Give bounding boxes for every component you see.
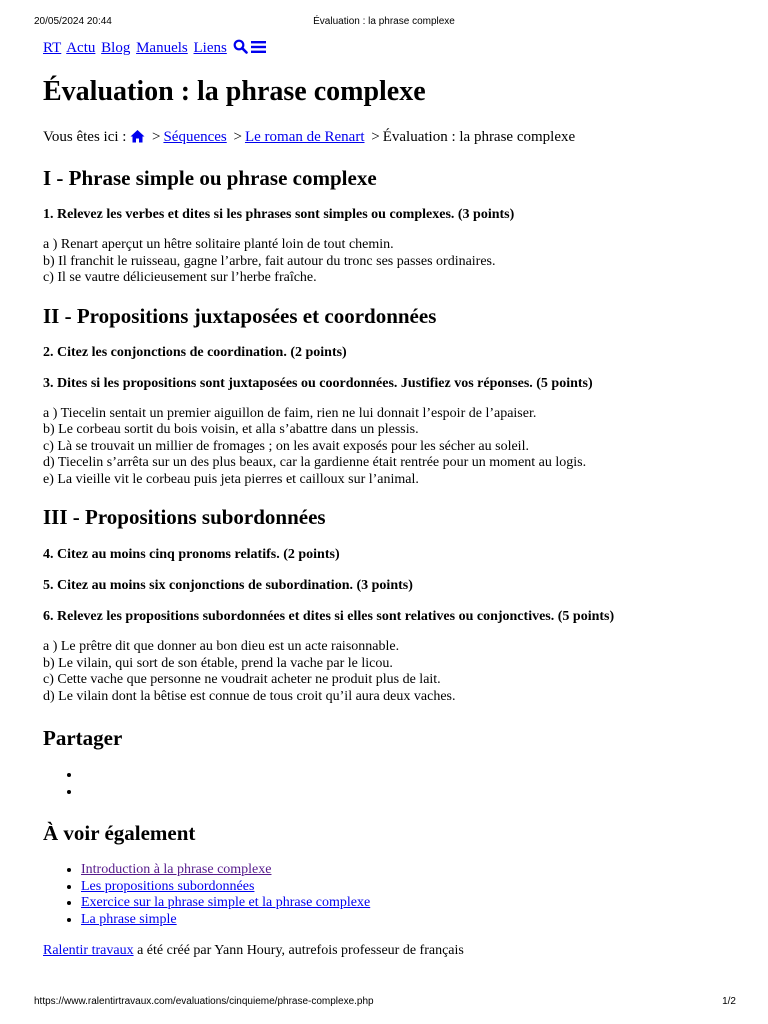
top-nav (43, 38, 733, 58)
sentence: a ) Le prêtre dit que donner au bon dieu est un acte raisonnable. (43, 639, 400, 654)
question-3: 3. Dites si les propositions sont juxtaposées ou coordonnées. Justifiez vos réponses. (5 points) (43, 375, 593, 391)
sentence: b) Le corbeau sortit du bois voisin, et alla s’abattre dans un plessis. (43, 422, 419, 437)
see-also-link-intro[interactable]: Introduction à la phrase complexe (81, 862, 272, 877)
page-content (43, 38, 733, 960)
print-url: https://www.ralentirtravaux.com/evaluations/cinquieme/phrase-complexe.php (34, 996, 374, 1007)
see-also-heading: À voir également (43, 821, 196, 845)
see-also-link-exercice[interactable]: Exercice sur la phrase simple et la phrase complexe (81, 895, 371, 910)
site-credit (43, 942, 733, 960)
home-icon[interactable] (130, 129, 145, 149)
question-1: 1. Relevez les verbes et dites si les phrases sont simples ou complexes. (3 points) (43, 207, 515, 222)
sentence: d) Tiecelin s’arrêta sur un des plus beaux, car la gardienne était rentrée pour un moment au logis. (43, 455, 587, 470)
section-heading-3: III - Propositions subordonnées (43, 505, 326, 529)
breadcrumb-separator: > (151, 129, 161, 145)
list-item (81, 912, 733, 929)
credit-text: a été créé par Yann Houry, autrefois professeur de français (133, 943, 464, 958)
question-5: 5. Citez au moins six conjonctions de subordination. (3 points) (43, 578, 413, 593)
question-6: 6. Relevez les propositions subordonnées et dites si elles sont relatives ou conjonctives. (5 points) (43, 609, 615, 624)
breadcrumb-link-roman[interactable]: Le roman de Renart (244, 129, 365, 145)
share-item[interactable] (81, 767, 733, 784)
breadcrumb-link-sequences[interactable]: Séquences (163, 129, 227, 145)
sentence: b) Il franchit le ruisseau, gagne l’arbre, fait autour du tronc ses passes ordinaires. (43, 253, 496, 269)
see-also-list (43, 862, 733, 928)
breadcrumb-separator: > (233, 129, 242, 145)
see-also-link-phrase-simple[interactable]: La phrase simple (81, 911, 177, 927)
sentence: d) Le vilain dont la bêtise est connue de tous croit qu’il aura deux vaches. (43, 688, 456, 704)
print-datetime: 20/05/2024 20:44 (34, 16, 112, 27)
question-2: 2. Citez les conjonctions de coordination. (2 points) (43, 344, 347, 360)
sentence: b) Le vilain, qui sort de son étable, prend la vache par le licou. (43, 655, 393, 671)
nav-link-blog[interactable]: Blog (101, 40, 131, 56)
list-item (81, 895, 733, 912)
page-title: Évaluation : la phrase complexe (43, 76, 426, 107)
see-also-link-subordonnees[interactable]: Les propositions subordonnées (81, 878, 255, 894)
sentence-list-2 (43, 406, 733, 489)
menu-icon[interactable] (251, 40, 266, 60)
print-title: Évaluation : la phrase complexe (313, 16, 455, 27)
breadcrumb-current: Évaluation : la phrase complexe (382, 129, 576, 145)
credit-link[interactable]: Ralentir travaux (43, 943, 134, 958)
sentence: c) Il se vautre délicieusement sur l’herbe fraîche. (43, 270, 317, 285)
nav-link-liens[interactable]: Liens (193, 40, 227, 56)
breadcrumb-prefix: Vous êtes ici : (43, 129, 127, 145)
section-heading-1: I - Phrase simple ou phrase complexe (43, 166, 377, 190)
print-page-number: 1/2 (722, 996, 736, 1007)
share-list (43, 767, 733, 800)
nav-link-rt[interactable]: RT (43, 40, 62, 56)
sentence: a ) Renart aperçut un hêtre solitaire planté loin de tout chemin. (43, 237, 394, 252)
sentence: c) Là se trouvait un millier de fromages ; on les avait exposés pour les sécher au soleil. (43, 438, 529, 454)
section-heading-2: II - Propositions juxtaposées et coordonnées (43, 303, 437, 328)
breadcrumb (43, 127, 733, 149)
question-4: 4. Citez au moins cinq pronoms relatifs. (2 points) (43, 547, 340, 562)
nav-link-manuels[interactable]: Manuels (136, 40, 188, 56)
nav-link-actu[interactable]: Actu (66, 40, 96, 56)
sentence-list-1 (43, 237, 733, 287)
sentence: e) La vieille vit le corbeau puis jeta pierres et cailloux sur l’animal. (43, 471, 419, 487)
sentence: c) Cette vache que personne ne voudrait acheter ne produit plus de lait. (43, 672, 441, 687)
breadcrumb-separator: > (371, 129, 380, 145)
sentence-list-3 (43, 639, 733, 705)
search-icon[interactable] (233, 39, 248, 60)
list-item (81, 862, 733, 879)
sentence: a ) Tiecelin sentait un premier aiguillon de faim, rien ne lui donnait l’espoir de l’apaiser. (43, 405, 537, 421)
share-item[interactable] (81, 784, 733, 801)
list-item (81, 879, 733, 896)
share-heading: Partager (43, 726, 123, 750)
